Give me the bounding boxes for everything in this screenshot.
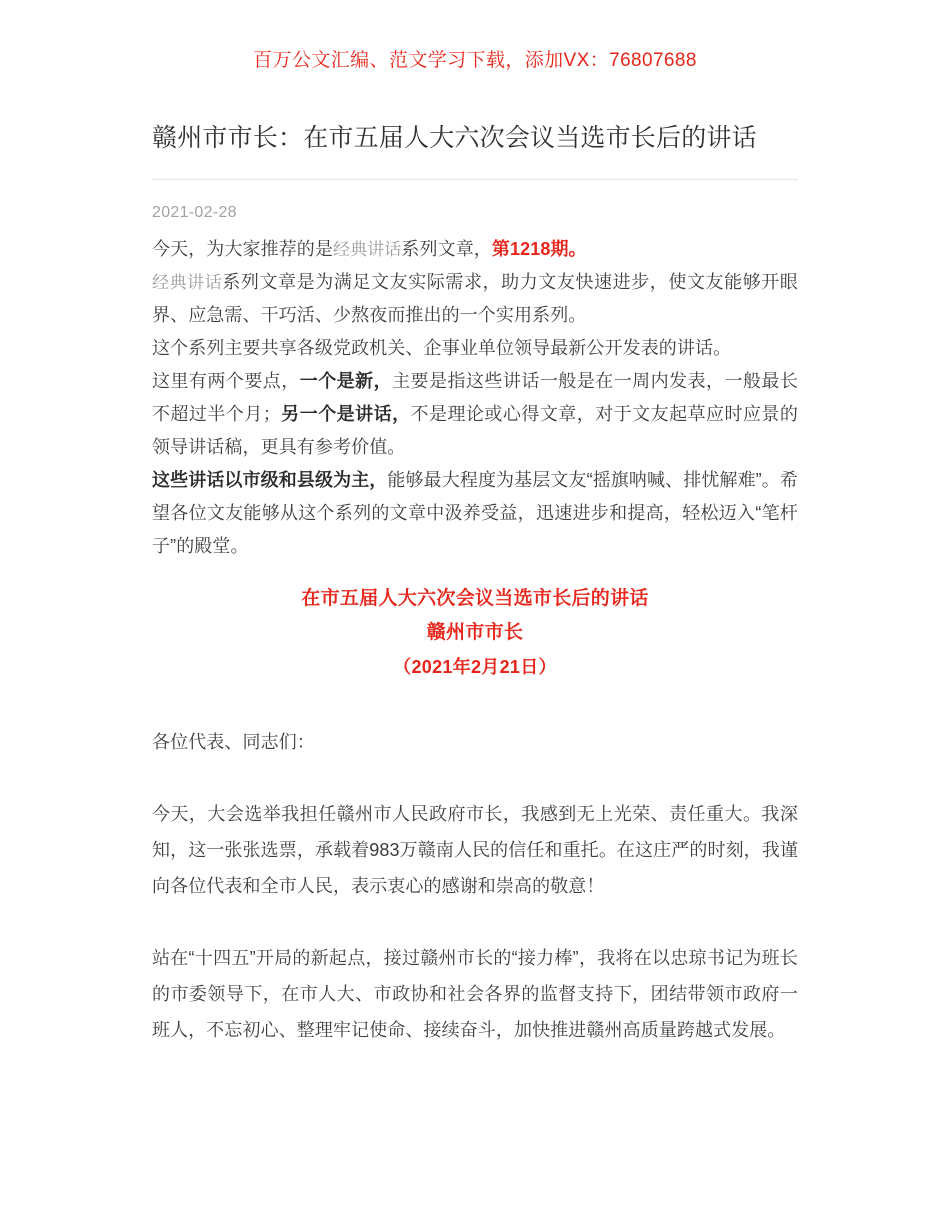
intro-line-1 <box>152 233 798 266</box>
intro-line-4-text-a: 这里有两个要点， <box>152 371 300 391</box>
intro-emphasis-first-point: 一个是新， <box>299 371 393 391</box>
speech-paragraph: 各位代表、同志们： <box>152 732 315 752</box>
intro-emphasis-second-point: 另一个是讲话， <box>280 404 411 424</box>
series-mark: 经典讲话 <box>152 273 223 292</box>
intro-line-5 <box>152 464 798 563</box>
speech-heading-title: 在市五届人大六次会议当选市长后的讲话 <box>301 588 649 609</box>
intro-line-1-text-b: 系列文章， <box>401 239 492 259</box>
intro-line-1-text-a: 今天，为大家推荐的是 <box>152 239 333 259</box>
intro-block <box>152 225 798 563</box>
issue-number-badge: 第1218期。 <box>491 239 587 259</box>
speech-heading-block <box>152 563 798 684</box>
intro-line-4-text-c: 不是理论或心得文章，对于文友起草应时应景的领导讲话稿，更具有参考价值。 <box>152 404 798 457</box>
series-mark: 经典讲话 <box>333 240 402 259</box>
intro-line-2 <box>152 266 798 332</box>
document-content <box>152 0 798 1048</box>
speech-paragraph: 今天，大会选举我担任赣州市人民政府市长，我感到无上光荣、责任重大。我深知，这一张张选票，承载着983万赣南人民的信任和重托。在这庄严的时刻，我谨向各位代表和全市人民，表示衷心的感谢和崇高的敬意！ <box>152 804 798 896</box>
speech-heading-date: （2021年2月21日） <box>393 657 557 677</box>
intro-line-4 <box>152 365 798 464</box>
intro-line-4-text-b: 主要是指这些讲话一般是在一周内发表，一般最长不超过半个月； <box>152 371 799 424</box>
intro-emphasis-scope: 这些讲话以市级和县级为主， <box>152 470 388 490</box>
speech-body <box>152 684 798 1048</box>
intro-line-3: 这个系列主要共享各级党政机关、企事业单位领导最新公开发表的讲话。 <box>152 338 732 358</box>
intro-line-2-text: 系列文章是为满足文友实际需求，助力文友快速进步，使文友能够开眼界、应急需、干巧活、少熬夜而推出的一个实用系列。 <box>152 272 798 325</box>
promo-banner: 百万公文汇编、范文学习下载，添加VX：76807688 <box>253 50 697 71</box>
publish-date: 2021-02-28 <box>152 204 237 221</box>
intro-line-5-text: 能够最大程度为基层文友“摇旗呐喊、排忧解难”。希望各位文友能够从这个系列的文章中汲养受益，迅速进步和提高，轻松迈入“笔杆子”的殿堂。 <box>152 470 798 556</box>
speech-paragraph: 站在“十四五”开局的新起点，接过赣州市长的“接力棒”，我将在以忠琼书记为班长的市委领导下，在市人大、市政协和社会各界的监督支持下，团结带领市政府一班人，不忘初心、整理牢记使命、接续奋斗，加快推进赣州高质量跨越式发展。 <box>152 948 798 1040</box>
speech-heading-author: 赣州市市长 <box>426 622 524 643</box>
page-title: 赣州市市长：在市五届人大六次会议当选市长后的讲话 <box>152 124 757 152</box>
